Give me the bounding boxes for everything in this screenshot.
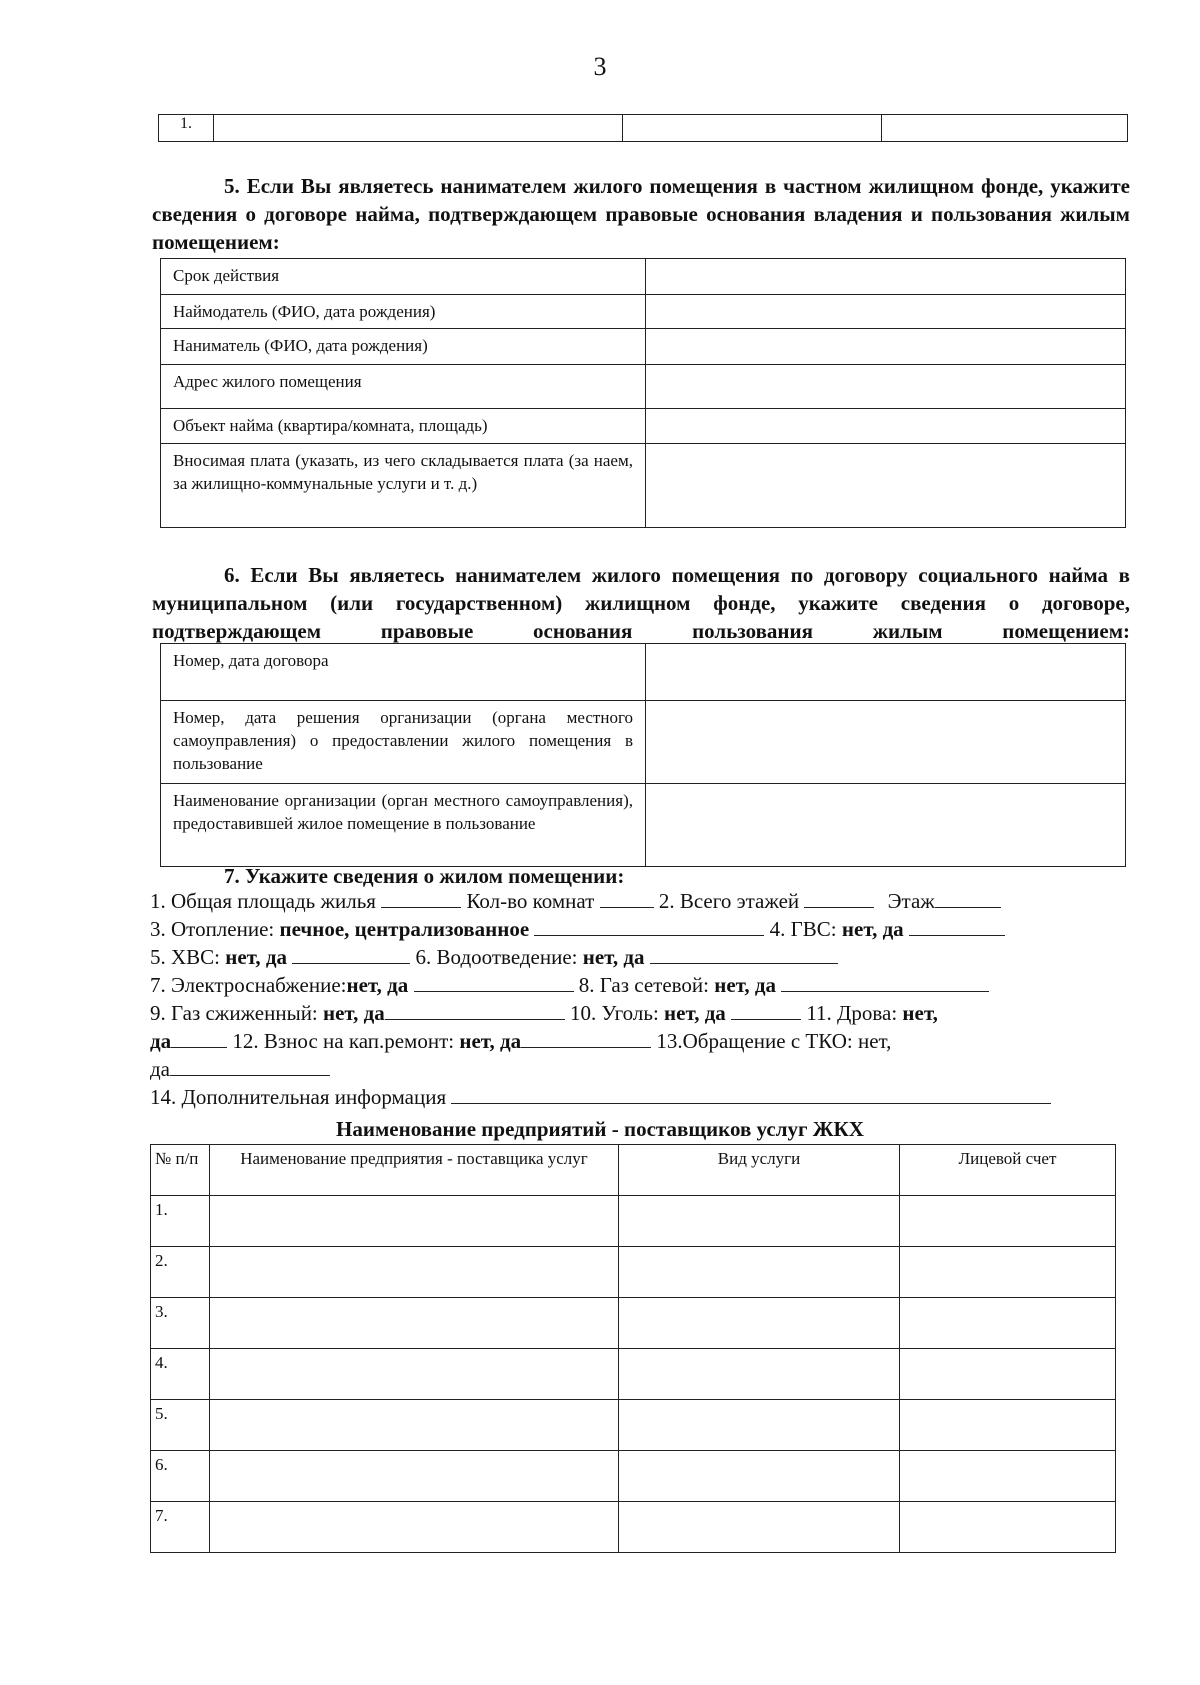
field-label: Этаж — [887, 889, 935, 913]
section5-table — [160, 258, 1126, 528]
table-header-row — [151, 1145, 1116, 1196]
firewood-blank[interactable] — [171, 1027, 227, 1048]
field-label: Наименование организации (орган местного самоуправления), предоставившей жилое помещение в пользование — [161, 784, 646, 867]
table-row — [151, 1400, 1116, 1451]
section7-line-6 — [150, 1027, 891, 1055]
table-row — [161, 701, 1126, 784]
section7-line-1 — [150, 887, 1001, 915]
field-label: Наниматель (ФИО, дата рождения) — [161, 329, 646, 365]
section7-line-3 — [150, 943, 838, 971]
column-header: Наименование предприятия - поставщика услуг — [210, 1145, 619, 1196]
account-cell[interactable] — [900, 1400, 1116, 1451]
table-row — [161, 444, 1126, 528]
field-value[interactable] — [646, 295, 1126, 329]
row-number-cell: 3. — [151, 1298, 210, 1349]
field-label: 1. Общая площадь жилья — [150, 889, 376, 913]
supplier-name-cell[interactable] — [210, 1451, 619, 1502]
field-label: 6. Водоотведение: — [415, 945, 578, 969]
field-options: нет, да — [841, 917, 904, 941]
column-header: Вид услуги — [619, 1145, 900, 1196]
table-row — [151, 1451, 1116, 1502]
field-value[interactable] — [646, 329, 1126, 365]
additional-info-blank[interactable] — [451, 1083, 1051, 1104]
field-label: 3. Отопление: — [150, 917, 275, 941]
table-row — [161, 329, 1126, 365]
field-value[interactable] — [646, 784, 1126, 867]
suppliers-table — [150, 1144, 1116, 1553]
sewerage-blank[interactable] — [650, 943, 838, 964]
row-number-cell: 4. — [151, 1349, 210, 1400]
table-row — [151, 1196, 1116, 1247]
liquefied-gas-blank[interactable] — [385, 999, 565, 1020]
field-label: 12. Взнос на кап.ремонт: — [232, 1029, 455, 1053]
field-label: Наймодатель (ФИО, дата рождения) — [161, 295, 646, 329]
cold-water-blank[interactable] — [292, 943, 410, 964]
field-options: да — [150, 1057, 171, 1081]
total-area-blank[interactable] — [381, 887, 461, 908]
field-label: 8. Газ сетевой: — [578, 973, 710, 997]
table-cell[interactable] — [623, 115, 882, 142]
section7-title: 7. Укажите сведения о жилом помещении: — [224, 864, 625, 888]
table-row — [161, 409, 1126, 444]
field-label: 9. Газ сжиженный: — [150, 1001, 318, 1025]
field-options: печное, централизованное — [279, 917, 530, 941]
supplier-name-cell[interactable] — [210, 1502, 619, 1553]
field-options: нет, да — [582, 945, 645, 969]
table-row — [161, 365, 1126, 409]
table-row — [151, 1247, 1116, 1298]
account-cell[interactable] — [900, 1247, 1116, 1298]
floor-blank[interactable] — [935, 887, 1001, 908]
section5-heading: 5. Если Вы являетесь нанимателем жилого помещения в частном жилищном фонде, укажите сведения о договоре найма, подтверждающем правовые основания владения и пользования жилым помещением: — [152, 174, 1130, 254]
table-row — [159, 115, 1128, 142]
column-header: Лицевой счет — [900, 1145, 1116, 1196]
table-row — [161, 259, 1126, 295]
field-label: Вносимая плата (указать, из чего складывается плата (за наем, за жилищно-коммунальные услуги и т. д.) — [161, 444, 646, 528]
field-value[interactable] — [646, 365, 1126, 409]
service-type-cell[interactable] — [619, 1349, 900, 1400]
row-number-cell: 6. — [151, 1451, 210, 1502]
field-label: 7. Электроснабжение: — [150, 973, 347, 997]
field-label: 10. Уголь: — [570, 1001, 659, 1025]
field-value[interactable] — [646, 259, 1126, 295]
field-value[interactable] — [646, 409, 1126, 444]
section6-table — [160, 643, 1126, 867]
account-cell[interactable] — [900, 1502, 1116, 1553]
section7-line-8 — [150, 1083, 1051, 1111]
rooms-count-blank[interactable] — [600, 887, 654, 908]
field-value[interactable] — [646, 701, 1126, 784]
row-number-cell: 7. — [151, 1502, 210, 1553]
field-value[interactable] — [646, 644, 1126, 701]
field-options: нет, да — [323, 1001, 385, 1025]
field-options: нет, да — [459, 1029, 522, 1053]
account-cell[interactable] — [900, 1349, 1116, 1400]
coal-blank[interactable] — [731, 999, 801, 1020]
section6-heading: 6. Если Вы являетесь нанимателем жилого помещения по договору социального найма в муниципальном (или государственном) жилищном фонде, укажите сведения о договоре, подтверждающем правовые основания пользования жилым помещением: — [152, 563, 1130, 643]
supplier-name-cell[interactable] — [210, 1298, 619, 1349]
section7-line-5 — [150, 999, 938, 1027]
field-value[interactable] — [646, 444, 1126, 528]
column-header: № п/п — [151, 1145, 210, 1196]
section7-line-2 — [150, 915, 1005, 943]
table-row — [161, 644, 1126, 701]
field-label: Кол-во комнат — [466, 889, 595, 913]
account-cell[interactable] — [900, 1298, 1116, 1349]
field-label: 11. Дрова: — [806, 1001, 898, 1025]
capital-repair-blank[interactable] — [521, 1027, 651, 1048]
field-label: 14. Дополнительная информация — [150, 1085, 447, 1109]
row-number-cell: 1. — [159, 115, 214, 142]
hot-water-blank[interactable] — [909, 915, 1005, 936]
row-number-cell: 5. — [151, 1400, 210, 1451]
service-type-cell[interactable] — [619, 1502, 900, 1553]
total-floors-blank[interactable] — [804, 887, 874, 908]
network-gas-blank[interactable] — [781, 971, 989, 992]
heating-blank[interactable] — [534, 915, 764, 936]
service-type-cell[interactable] — [619, 1298, 900, 1349]
field-label: 5. ХВС: — [150, 945, 221, 969]
account-cell[interactable] — [900, 1196, 1116, 1247]
table-row — [161, 784, 1126, 867]
page-number: 3 — [593, 52, 607, 81]
table-cell[interactable] — [882, 115, 1128, 142]
section7-line-7 — [150, 1055, 330, 1083]
field-options: да — [150, 1029, 172, 1053]
electricity-blank[interactable] — [414, 971, 574, 992]
supplier-name-cell[interactable] — [210, 1349, 619, 1400]
field-label: Адрес жилого помещения — [161, 365, 646, 409]
field-label: 2. Всего этажей — [658, 889, 800, 913]
field-label: Объект найма (квартира/комната, площадь) — [161, 409, 646, 444]
service-type-cell[interactable] — [619, 1196, 900, 1247]
row-number-cell: 2. — [151, 1247, 210, 1298]
service-type-cell[interactable] — [619, 1451, 900, 1502]
field-options: нет, — [902, 1001, 938, 1025]
table-row — [151, 1349, 1116, 1400]
suppliers-title: Наименование предприятий - поставщиков услуг ЖКХ — [336, 1117, 864, 1141]
row-number-cell: 1. — [151, 1196, 210, 1247]
service-type-cell[interactable] — [619, 1247, 900, 1298]
waste-blank[interactable] — [170, 1055, 330, 1076]
table-row — [161, 295, 1126, 329]
table-row — [151, 1502, 1116, 1553]
supplier-name-cell[interactable] — [210, 1400, 619, 1451]
table-cell[interactable] — [214, 115, 623, 142]
top-table — [158, 114, 1128, 142]
field-label: 13.Обращение с ТКО: нет, — [656, 1029, 892, 1053]
field-label: Номер, дата решения организации (органа местного самоуправления) о предоставлении жилого помещения в пользование — [161, 701, 646, 784]
table-row — [151, 1298, 1116, 1349]
field-options: нет, да — [714, 973, 777, 997]
section7-line-4 — [150, 971, 989, 999]
service-type-cell[interactable] — [619, 1400, 900, 1451]
field-label: Номер, дата договора — [161, 644, 646, 701]
field-options: нет, да — [664, 1001, 726, 1025]
field-options: нет, да — [225, 945, 288, 969]
supplier-name-cell[interactable] — [210, 1247, 619, 1298]
supplier-name-cell[interactable] — [210, 1196, 619, 1247]
field-options: нет, да — [346, 973, 409, 997]
account-cell[interactable] — [900, 1451, 1116, 1502]
field-label: 4. ГВС: — [769, 917, 837, 941]
field-label: Срок действия — [161, 259, 646, 295]
